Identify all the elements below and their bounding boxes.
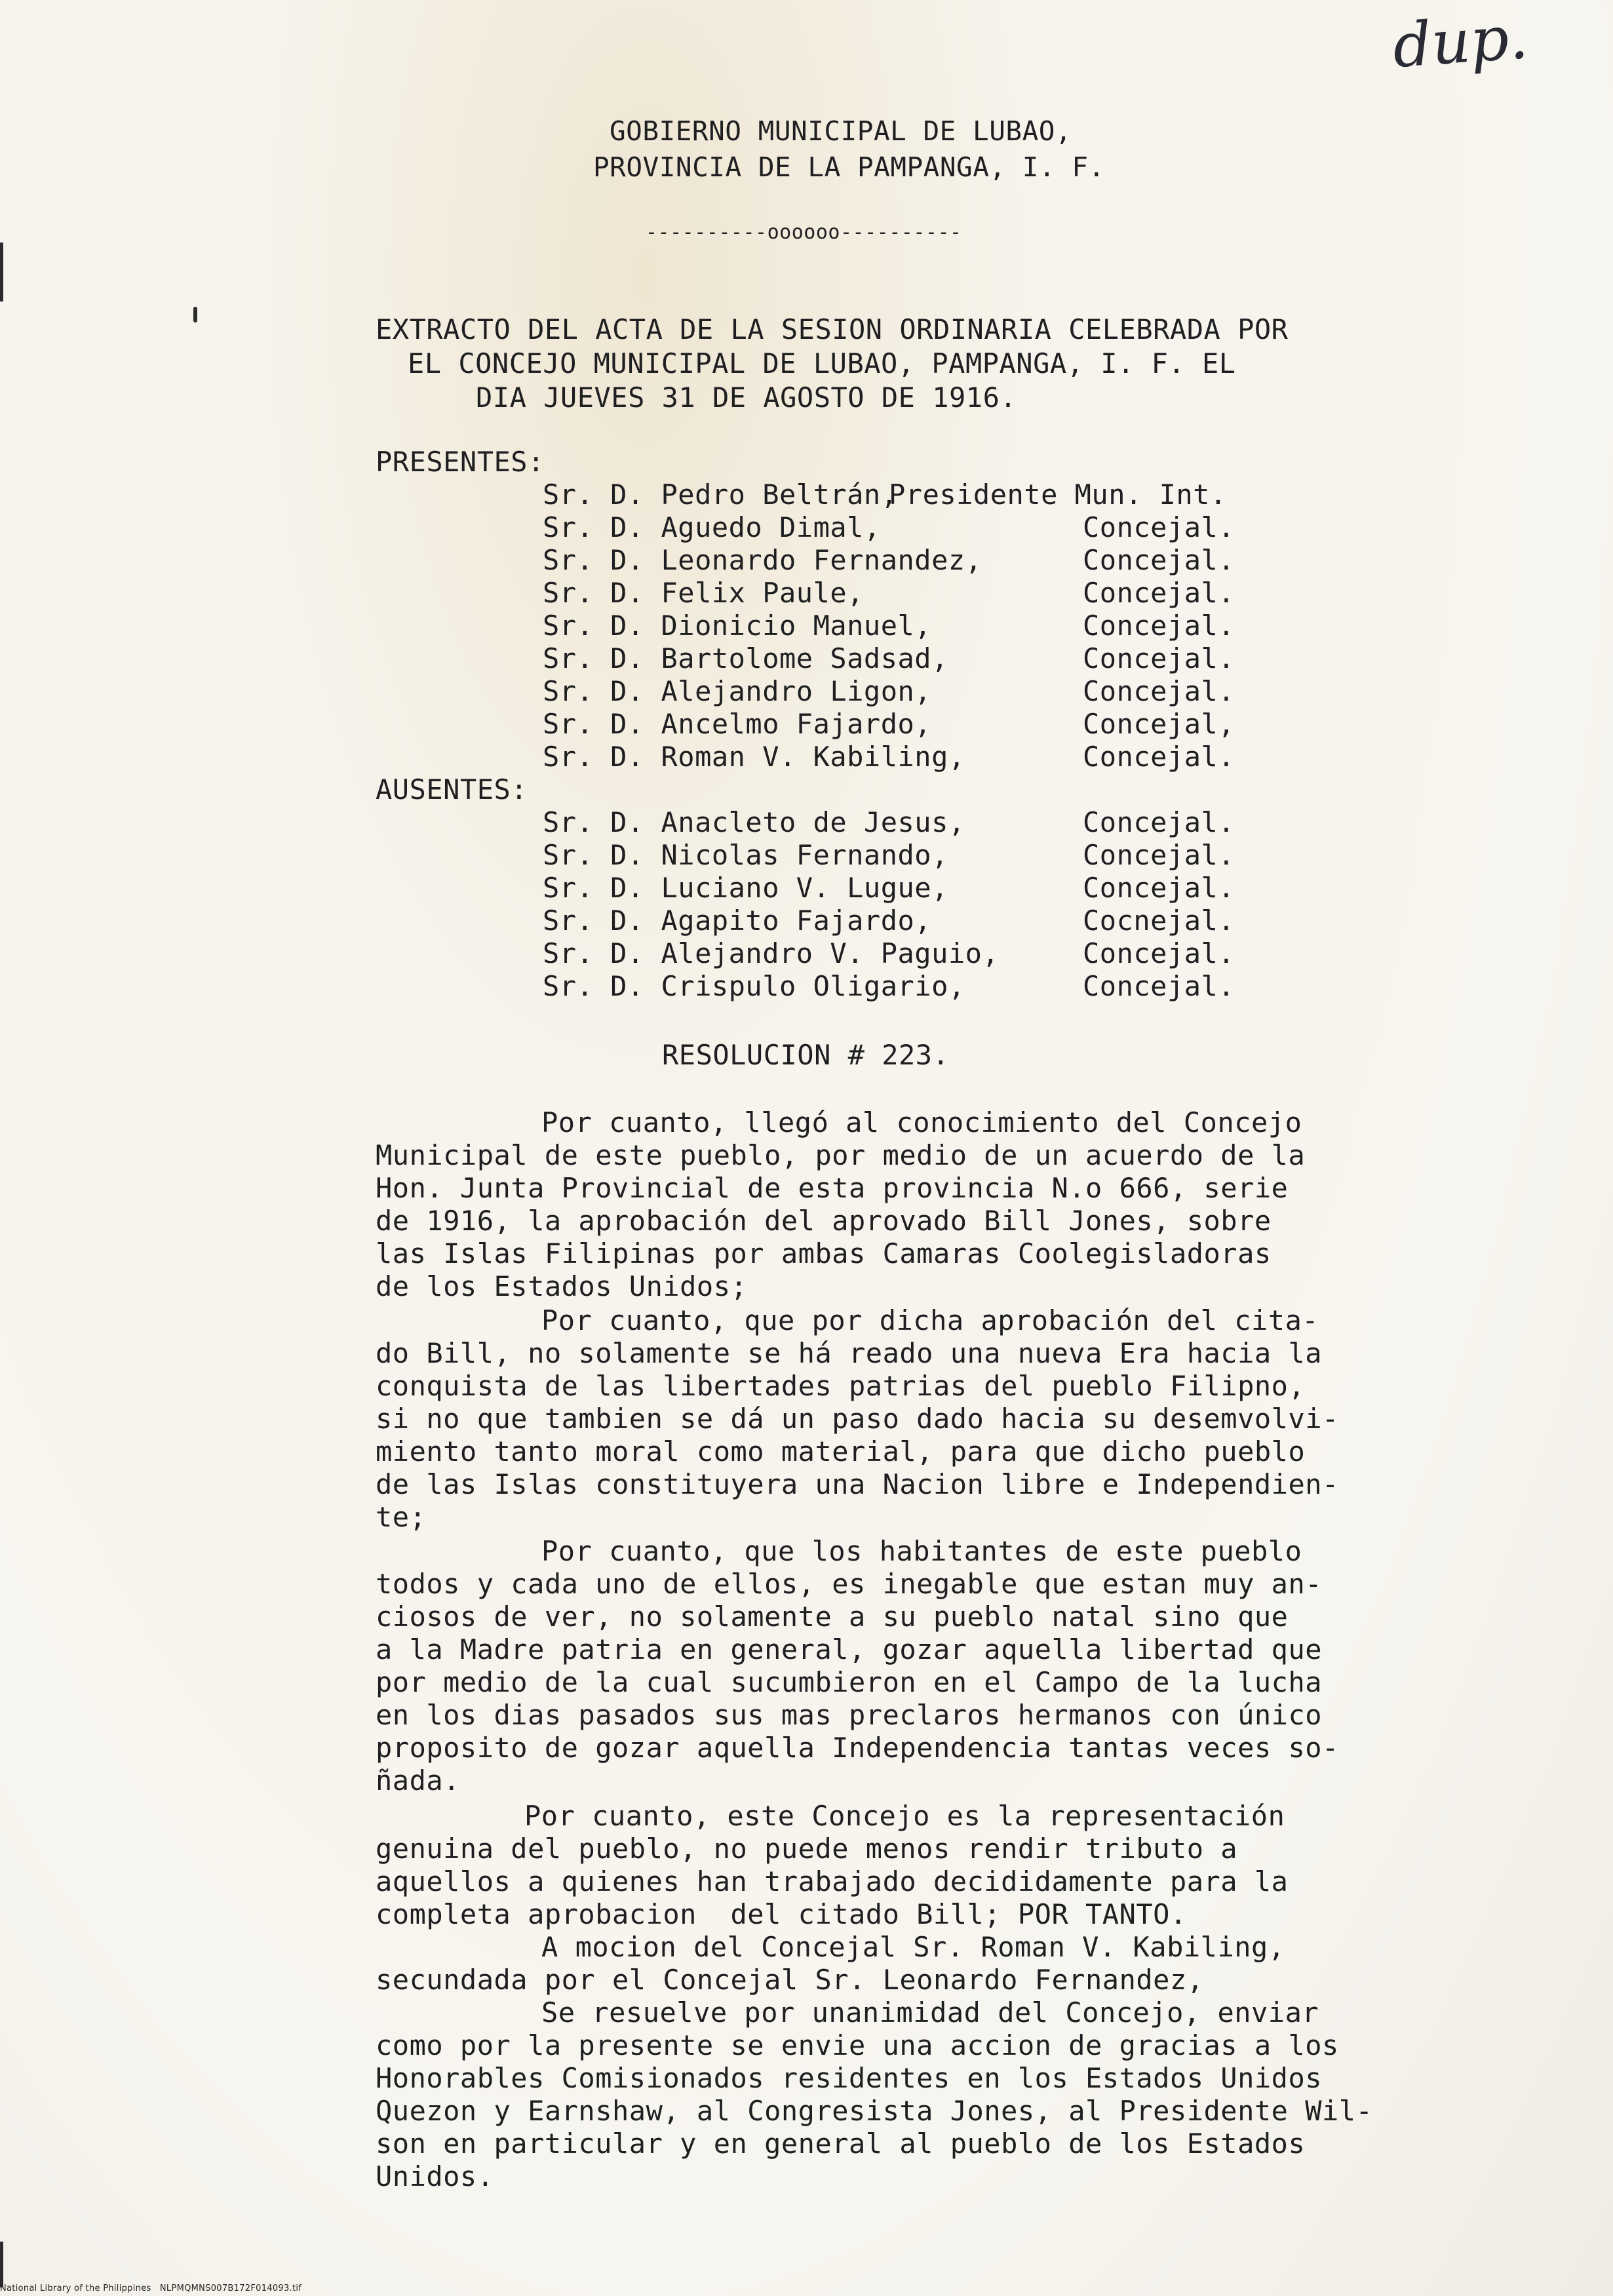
absentee-name: Sr. D. Anacleto de Jesus,	[543, 806, 965, 838]
body-line: Honorables Comisionados residentes en los Estados Unidos	[376, 2062, 1323, 2094]
absentee-role: Concejal.	[1083, 872, 1235, 904]
attendee-role: Concejal.	[1083, 741, 1235, 773]
attendee-name: Sr. D. Pedro Beltrán,	[543, 478, 898, 511]
body-line: conquista de las libertades patrias del pueblo Filipno,	[376, 1370, 1306, 1402]
body-line: en los dias pasados sus mas preclaros hermanos con único	[376, 1699, 1323, 1731]
absentee-role: Cocnejal.	[1083, 905, 1235, 937]
edge-mark	[0, 243, 3, 302]
body-line: do Bill, no solamente se há reado una nueva Era hacia la	[376, 1337, 1323, 1369]
body-line: proposito de gozar aquella Independencia tantas veces so-	[376, 1732, 1339, 1764]
attendee-role: Presidente Mun. Int.	[889, 478, 1227, 511]
absentee-role: Concejal.	[1083, 839, 1235, 871]
ausentes-label: AUSENTES:	[376, 773, 528, 806]
body-line: Por cuanto, que por dicha aprobación del cita-	[541, 1304, 1319, 1336]
body-line: ñada.	[376, 1764, 460, 1797]
attendee-name: Sr. D. Ancelmo Fajardo,	[543, 708, 932, 740]
body-line: como por la presente se envie una accion de gracias a los	[376, 2029, 1339, 2061]
body-line: A mocion del Concejal Sr. Roman V. Kabiling,	[541, 1931, 1285, 1963]
attendee-name: Sr. D. Aguedo Dimal,	[543, 511, 881, 543]
body-line: Quezon y Earnshaw, al Congresista Jones, al Presidente Wil-	[376, 2095, 1373, 2127]
handwritten-annotation: dup.	[1390, 1, 1530, 82]
body-line: Por cuanto, este Concejo es la representación	[524, 1800, 1285, 1832]
absentee-name: Sr. D. Agapito Fajardo,	[543, 905, 932, 937]
attendee-role: Concejal.	[1083, 544, 1235, 576]
resolution-number: RESOLUCION # 223.	[662, 1039, 950, 1071]
absentee-role: Concejal.	[1083, 806, 1235, 838]
body-line: Por cuanto, llegó al conocimiento del Concejo	[541, 1106, 1302, 1138]
body-line: de 1916, la aprobación del aprovado Bill Jones, sobre	[376, 1205, 1272, 1237]
attendee-role: Concejal.	[1083, 511, 1235, 543]
body-line: Por cuanto, que los habitantes de este pueblo	[541, 1535, 1302, 1567]
header-divider: ----------oooooo----------	[646, 221, 962, 244]
body-line: genuina del pueblo, no puede menos rendir tributo a	[376, 1833, 1238, 1865]
attendee-name: Sr. D. Leonardo Fernandez,	[543, 544, 982, 576]
body-line: Municipal de este pueblo, por medio de un acuerdo de la	[376, 1139, 1306, 1171]
body-line: son en particular y en general al pueblo de los Estados	[376, 2128, 1306, 2160]
attendee-role: Concejal.	[1083, 577, 1235, 609]
body-line: Se resuelve por unanimidad del Concejo, enviar	[541, 1996, 1319, 2029]
body-line: te;	[376, 1501, 427, 1533]
body-line: a la Madre patria en general, gozar aquella libertad que	[376, 1633, 1323, 1665]
body-line: de los Estados Unidos;	[376, 1270, 748, 1302]
body-line: secundada por el Concejal Sr. Leonardo Fernandez,	[376, 1964, 1204, 1996]
attendee-name: Sr. D. Dionicio Manuel,	[543, 610, 932, 642]
body-line: Hon. Junta Provincial de esta provincia N.o 666, serie	[376, 1172, 1289, 1204]
body-line: por medio de la cual sucumbieron en el Campo de la lucha	[376, 1666, 1323, 1698]
body-line: todos y cada uno de ellos, es inegable que estan muy an-	[376, 1568, 1323, 1600]
attendee-role: Concejal.	[1083, 610, 1235, 642]
absentee-name: Sr. D. Nicolas Fernando,	[543, 839, 948, 871]
attendee-role: Concejal.	[1083, 642, 1235, 674]
attendee-role: Concejal.	[1083, 675, 1235, 707]
absentee-role: Concejal.	[1083, 937, 1235, 969]
body-line: las Islas Filipinas por ambas Camaras Coolegisladoras	[376, 1237, 1272, 1270]
header-line-2: PROVINCIA DE LA PAMPANGA, I. F.	[593, 151, 1105, 183]
absentee-name: Sr. D. Luciano V. Lugue,	[543, 872, 948, 904]
body-line: aquellos a quienes han trabajado decididamente para la	[376, 1865, 1289, 1897]
absentee-name: Sr. D. Alejandro V. Paguio,	[543, 937, 1000, 969]
attendee-name: Sr. D. Alejandro Ligon,	[543, 675, 932, 707]
body-line: miento tanto moral como material, para que dicho pueblo	[376, 1435, 1306, 1468]
absentee-name: Sr. D. Crispulo Oligario,	[543, 970, 965, 1002]
title-line-3: DIA JUEVES 31 DE AGOSTO DE 1916.	[476, 381, 1017, 414]
absentee-role: Concejal.	[1083, 970, 1235, 1002]
body-line: de las Islas constituyera una Nacion libre e Independien-	[376, 1468, 1339, 1500]
presentes-label: PRESENTES:	[376, 446, 545, 478]
attendee-name: Sr. D. Felix Paule,	[543, 577, 864, 609]
scan-footer: National Library of the Philippines NLPMQMNS007B172F014093.tif	[0, 2284, 302, 2293]
body-line: Unidos.	[376, 2160, 494, 2192]
ink-speck	[193, 307, 197, 322]
attendee-name: Sr. D. Bartolome Sadsad,	[543, 642, 948, 674]
attendee-role: Concejal,	[1083, 708, 1235, 740]
attendee-name: Sr. D. Roman V. Kabiling,	[543, 741, 965, 773]
header-line-1: GOBIERNO MUNICIPAL DE LUBAO,	[610, 115, 1072, 147]
title-line-2: EL CONCEJO MUNICIPAL DE LUBAO, PAMPANGA, I. F. EL	[408, 347, 1236, 379]
body-line: ciosos de ver, no solamente a su pueblo natal sino que	[376, 1601, 1289, 1633]
body-line: completa aprobacion del citado Bill; POR TANTO.	[376, 1898, 1187, 1930]
body-line: si no que tambien se dá un paso dado hacia su desemvolvi-	[376, 1403, 1339, 1435]
edge-mark	[0, 2242, 3, 2287]
title-line-1: EXTRACTO DEL ACTA DE LA SESION ORDINARIA CELEBRADA POR	[376, 313, 1289, 345]
